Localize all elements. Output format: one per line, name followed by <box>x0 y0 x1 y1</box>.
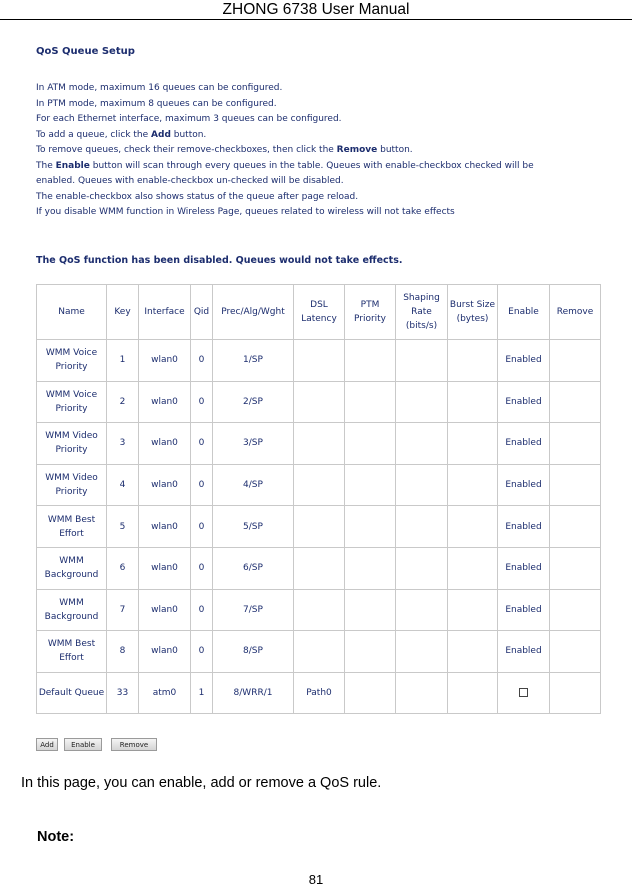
table-cell <box>345 506 396 548</box>
table-row <box>37 381 601 423</box>
intro-line-text: enabled. Queues with enable-checkbox un-checked will be disabled. <box>36 176 344 187</box>
table-row <box>37 464 601 506</box>
table-cell <box>345 340 396 382</box>
table-cell: 0 <box>191 464 213 506</box>
table-cell <box>396 381 448 423</box>
table-row <box>37 631 601 673</box>
table-cell: 5/SP <box>213 506 294 548</box>
table-cell: wlan0 <box>139 423 191 465</box>
table-cell <box>396 589 448 631</box>
intro-line-text: button. <box>170 129 207 140</box>
enable-checkbox[interactable] <box>519 688 528 697</box>
table-cell <box>396 464 448 506</box>
table-cell: Enabled <box>498 381 550 423</box>
column-header: Enable <box>498 285 550 340</box>
add-button[interactable]: Add <box>36 738 58 751</box>
table-cell <box>396 672 448 714</box>
table-cell <box>294 547 345 589</box>
table-row <box>37 547 601 589</box>
table-cell <box>396 547 448 589</box>
table-cell <box>294 631 345 673</box>
intro-line <box>36 112 616 128</box>
column-header: Burst Size (bytes) <box>448 285 498 340</box>
table-cell: wlan0 <box>139 631 191 673</box>
page-caption: In this page, you can enable, add or remove a QoS rule. <box>21 775 382 791</box>
table-cell <box>550 506 601 548</box>
table-cell: 1/SP <box>213 340 294 382</box>
table-cell <box>294 589 345 631</box>
table-cell <box>448 464 498 506</box>
table-cell: 1 <box>191 672 213 714</box>
table-cell <box>396 423 448 465</box>
page-number: 81 <box>308 872 324 887</box>
intro-line <box>36 190 616 206</box>
table-cell <box>345 631 396 673</box>
table-cell: Enabled <box>498 464 550 506</box>
table-cell: Enabled <box>498 631 550 673</box>
table-cell: 4 <box>107 464 139 506</box>
table-cell <box>345 423 396 465</box>
table-cell <box>448 423 498 465</box>
column-header: Interface <box>139 285 191 340</box>
table-header-row <box>37 285 601 340</box>
table-cell: Enabled <box>498 547 550 589</box>
table-cell: 0 <box>191 589 213 631</box>
table-cell: 2/SP <box>213 381 294 423</box>
table-cell: Enabled <box>498 340 550 382</box>
table-cell: Path0 <box>294 672 345 714</box>
table-cell: Enabled <box>498 423 550 465</box>
intro-line-text: button. <box>377 145 413 156</box>
table-row <box>37 672 601 714</box>
table-cell <box>550 381 601 423</box>
table-cell: 0 <box>191 547 213 589</box>
column-header: DSL Latency <box>294 285 345 340</box>
intro-line <box>36 128 616 144</box>
table-cell: Enabled <box>498 589 550 631</box>
qos-disabled-message: The QoS function has been disabled. Queues would not take effects. <box>36 255 403 266</box>
table-cell <box>448 381 498 423</box>
table-cell <box>550 589 601 631</box>
table-cell <box>550 547 601 589</box>
table-cell: 6 <box>107 547 139 589</box>
table-cell <box>294 340 345 382</box>
table-cell: atm0 <box>139 672 191 714</box>
enable-button[interactable]: Enable <box>64 738 102 751</box>
table-body <box>37 340 601 714</box>
queue-table <box>36 284 601 714</box>
intro-line-text: For each Ethernet interface, maximum 3 queues can be configured. <box>36 114 342 125</box>
table-cell <box>550 423 601 465</box>
table-cell: WMM Best Effort <box>37 631 107 673</box>
table-cell: 2 <box>107 381 139 423</box>
table-cell: 7 <box>107 589 139 631</box>
table-cell <box>345 381 396 423</box>
table-cell: wlan0 <box>139 464 191 506</box>
table-cell <box>345 547 396 589</box>
intro-line-text: In PTM mode, maximum 8 queues can be configured. <box>36 98 277 109</box>
intro-line-text: The enable-checkbox also shows status of the queue after page reload. <box>36 191 359 202</box>
intro-line <box>36 81 616 97</box>
table-cell: wlan0 <box>139 381 191 423</box>
table-cell <box>396 506 448 548</box>
table-cell: 0 <box>191 423 213 465</box>
column-header: Qid <box>191 285 213 340</box>
table-cell: 7/SP <box>213 589 294 631</box>
intro-line-text: If you disable WMM function in Wireless Page, queues related to wireless will not take effects <box>36 207 455 218</box>
table-cell: Default Queue <box>37 672 107 714</box>
remove-button[interactable]: Remove <box>111 738 157 751</box>
table-row <box>37 423 601 465</box>
table-cell <box>448 631 498 673</box>
table-cell <box>448 547 498 589</box>
intro-line-text: To add a queue, click the <box>36 129 152 140</box>
table-cell <box>294 464 345 506</box>
table-cell: wlan0 <box>139 506 191 548</box>
table-cell: 4/SP <box>213 464 294 506</box>
table-cell: 3/SP <box>213 423 294 465</box>
table-cell <box>294 381 345 423</box>
table-cell <box>448 506 498 548</box>
table-cell: 0 <box>191 340 213 382</box>
intro-line <box>36 159 616 175</box>
table-row <box>37 340 601 382</box>
table-cell: 5 <box>107 506 139 548</box>
table-cell: WMM Best Effort <box>37 506 107 548</box>
table-row <box>37 506 601 548</box>
table-cell <box>448 340 498 382</box>
intro-line <box>36 205 616 221</box>
table-cell <box>345 589 396 631</box>
column-header: Key <box>107 285 139 340</box>
header-rule <box>0 19 632 20</box>
table-cell: 6/SP <box>213 547 294 589</box>
column-header: PTM Priority <box>345 285 396 340</box>
intro-line-text: button will scan through every queues in the table. Queues with enable-checkbox checked will be <box>89 160 534 171</box>
table-cell: wlan0 <box>139 547 191 589</box>
table-cell: 3 <box>107 423 139 465</box>
table-cell <box>345 672 396 714</box>
table-cell: WMM Video Priority <box>37 464 107 506</box>
table-cell <box>294 506 345 548</box>
table-cell: WMM Background <box>37 547 107 589</box>
table-cell: 1 <box>107 340 139 382</box>
enable-cell <box>498 672 550 714</box>
table-cell <box>448 672 498 714</box>
table-cell <box>396 631 448 673</box>
intro-line <box>36 174 616 190</box>
document-header: ZHONG 6738 User Manual <box>222 1 410 18</box>
table-cell: 0 <box>191 381 213 423</box>
table-cell: 0 <box>191 506 213 548</box>
intro-line <box>36 143 616 159</box>
table-cell <box>550 631 601 673</box>
table-cell: Enabled <box>498 506 550 548</box>
table-cell: wlan0 <box>139 340 191 382</box>
note-label: Note: <box>37 829 75 845</box>
column-header: Name <box>37 285 107 340</box>
table-cell <box>550 464 601 506</box>
table-cell: WMM Voice Priority <box>37 340 107 382</box>
intro-line <box>36 97 616 113</box>
table-cell: WMM Voice Priority <box>37 381 107 423</box>
table-cell <box>448 589 498 631</box>
table-cell: 0 <box>191 631 213 673</box>
table-cell: 8/WRR/1 <box>213 672 294 714</box>
table-cell <box>550 340 601 382</box>
table-cell: 8/SP <box>213 631 294 673</box>
table-cell: 33 <box>107 672 139 714</box>
table-cell <box>345 464 396 506</box>
intro-text <box>36 81 616 221</box>
table-cell: wlan0 <box>139 589 191 631</box>
column-header: Shaping Rate (bits/s) <box>396 285 448 340</box>
intro-line-keyword: Add <box>151 129 171 140</box>
table-cell <box>396 340 448 382</box>
table-cell: 8 <box>107 631 139 673</box>
table-cell: WMM Background <box>37 589 107 631</box>
table-row <box>37 589 601 631</box>
table-cell: WMM Video Priority <box>37 423 107 465</box>
table-cell <box>550 672 601 714</box>
column-header: Remove <box>550 285 601 340</box>
intro-line-text: The <box>36 160 56 171</box>
qos-queue-setup-title: QoS Queue Setup <box>36 46 135 57</box>
intro-line-keyword: Remove <box>336 145 378 156</box>
table-cell <box>294 423 345 465</box>
intro-line-text: In ATM mode, maximum 16 queues can be configured. <box>36 83 283 93</box>
intro-line-keyword: Enable <box>55 160 90 171</box>
column-header: Prec/Alg/Wght <box>213 285 294 340</box>
intro-line-text: To remove queues, check their remove-checkboxes, then click the <box>36 145 337 156</box>
